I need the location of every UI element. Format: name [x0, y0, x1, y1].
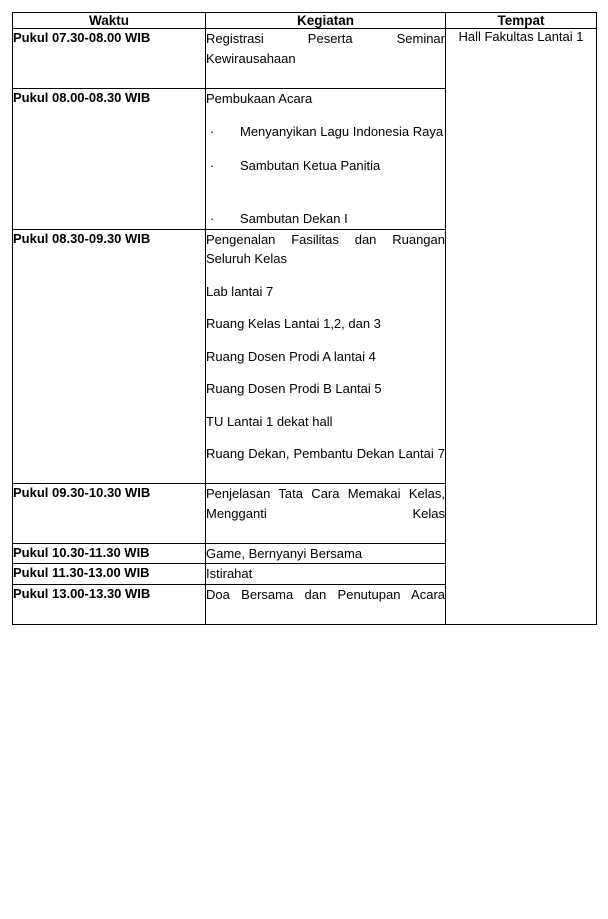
bullet-icon: · [210, 157, 215, 173]
activity-line: Doa Bersama dan Penutupan Acara [206, 586, 445, 602]
activity-line: Game, Bernyanyi Bersama [206, 545, 363, 561]
time-cell: Pukul 08.30-09.30 WIB [13, 229, 206, 484]
activity-line: Pembukaan Acara [206, 90, 313, 106]
header-waktu: Waktu [13, 13, 206, 29]
activity-bullet [206, 209, 445, 229]
activity-bullet [206, 122, 445, 142]
activity-bullet [206, 156, 445, 176]
activity-line: Pengenalan Fasilitas dan Ruangan Seluruh Kelas [206, 231, 445, 266]
time-cell: Pukul 13.00-13.30 WIB [13, 584, 206, 624]
activity-cell [206, 584, 446, 624]
activity-line: TU Lantai 1 dekat hall [206, 413, 333, 429]
bullet-icon: · [210, 124, 215, 139]
time-cell: Pukul 08.00-08.30 WIB [13, 88, 206, 229]
time-cell: Pukul 07.30-08.00 WIB [13, 29, 206, 89]
table-row [13, 29, 597, 89]
activity-cell [206, 88, 446, 229]
activity-line: Registrasi Peserta Seminar Kewirausahaan [206, 31, 445, 66]
activity-cell [206, 564, 446, 585]
activity-line: Ruang Kelas Lantai 1,2, dan 3 [206, 316, 381, 331]
bullet-label: Sambutan Ketua Panitia [240, 157, 381, 173]
bullet-icon: · [210, 211, 215, 226]
activity-line: Ruang Dosen Prodi B Lantai 5 [206, 381, 382, 396]
activity-cell [206, 29, 446, 89]
header-kegiatan: Kegiatan [206, 13, 446, 29]
time-cell: Pukul 09.30-10.30 WIB [13, 484, 206, 544]
activity-line: Istirahat [206, 566, 253, 581]
time-cell: Pukul 11.30-13.00 WIB [13, 564, 206, 585]
bullet-label: Sambutan Dekan I [240, 211, 348, 226]
activity-cell [206, 543, 446, 564]
place-cell: Hall Fakultas Lantai 1 [446, 29, 597, 625]
activity-cell [206, 484, 446, 544]
schedule-table [12, 12, 597, 625]
activity-line: Ruang Dekan, Pembantu Dekan Lantai 7 [206, 446, 445, 461]
activity-line: Penjelasan Tata Cara Memakai Kelas, Mengganti Kelas [206, 486, 445, 521]
time-cell: Pukul 10.30-11.30 WIB [13, 543, 206, 564]
header-tempat: Tempat [446, 13, 597, 29]
activity-cell [206, 229, 446, 484]
activity-line: Lab lantai 7 [206, 283, 274, 299]
bullet-label: Menyanyikan Lagu Indonesia Raya [240, 124, 444, 139]
table-header-row [13, 13, 597, 29]
activity-line: Ruang Dosen Prodi A lantai 4 [206, 348, 376, 364]
